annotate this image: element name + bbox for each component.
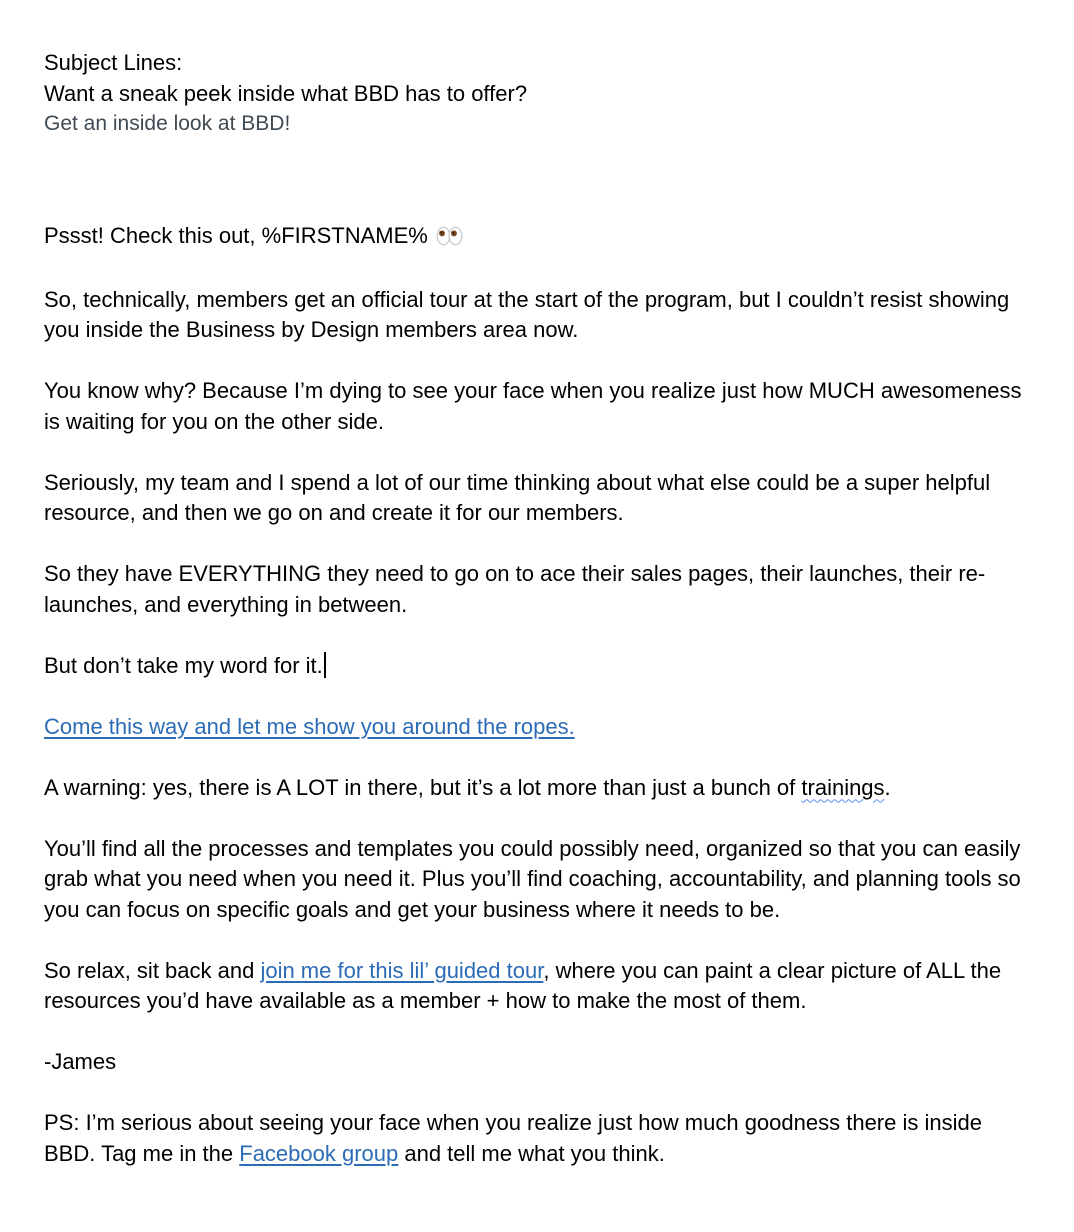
paragraph-you-know-why: You know why? Because I’m dying to see your face when you realize just how MUCH awesomeness is waiting for you on the other side. [44,378,1022,434]
come-this-way-link[interactable]: Come this way and let me show you around the ropes. [44,713,575,739]
paragraph-relax [44,956,1038,1017]
ps-text-pre: PS: I’m serious about seeing your face when you realize just how much goodness there is inside BBD. Tag me in the [44,1110,982,1166]
paragraph-dont-take-my-word [44,651,1038,682]
subject-line-text: Want a sneak peek inside what BBD has to offer? [44,80,528,106]
paragraph-everything: So they have EVERYTHING they need to go on to ace their sales pages, their launches, their re-launches, and everything in between. [44,561,986,617]
eyes-emoji [436,224,463,255]
paragraph-team-resources: Seriously, my team and I spend a lot of our time thinking about what else could be a super helpful resource, and then we go on and create it for our members. [44,469,991,525]
facebook-group-link[interactable]: Facebook group [239,1140,399,1166]
paragraph-processes-templates: You’ll find all the processes and templates you could possibly need, organized so that you can easily grab what you need when you need it. Plus you’ll find coaching, accountability, and planning tools so you can focus on specific goals and get your business where it needs to be. [44,835,1021,922]
paragraph-warning [44,773,1038,804]
subject-lines-label: Subject Lines: [44,50,183,75]
subject-lines-section [44,48,1038,140]
preheader-text: Get an inside look at BBD! [44,112,291,135]
dont-take-my-word-text: But don’t take my word for it. [44,652,323,678]
relax-text-pre: So relax, sit back and [44,957,261,983]
guided-tour-link[interactable]: join me for this lil’ guided tour [260,957,544,983]
paragraph-ps [44,1108,1038,1169]
spellcheck-flagged-word: trainings [801,774,885,800]
greeting-text: Pssst! Check this out, %FIRSTNAME% [44,222,434,248]
ps-text-post: and tell me what you think. [398,1140,665,1166]
warning-text-pre: A warning: yes, there is A LOT in there, but it’s a lot more than just a bunch of [44,774,802,800]
paragraph-official-tour: So, technically, members get an official tour at the start of the program, but I couldn’t resist showing you inside the Business by Design members area now. [44,286,1010,342]
text-cursor-caret [324,652,326,678]
paragraph-come-this-way [44,712,1038,743]
paragraph-greeting [44,221,1038,255]
signature: -James [44,1049,117,1074]
warning-text-post: . [884,774,891,800]
relax-text-post: , where you can paint a clear picture of ALL the resources you’d have available as a member + how to make the most of them. [44,957,1002,1013]
